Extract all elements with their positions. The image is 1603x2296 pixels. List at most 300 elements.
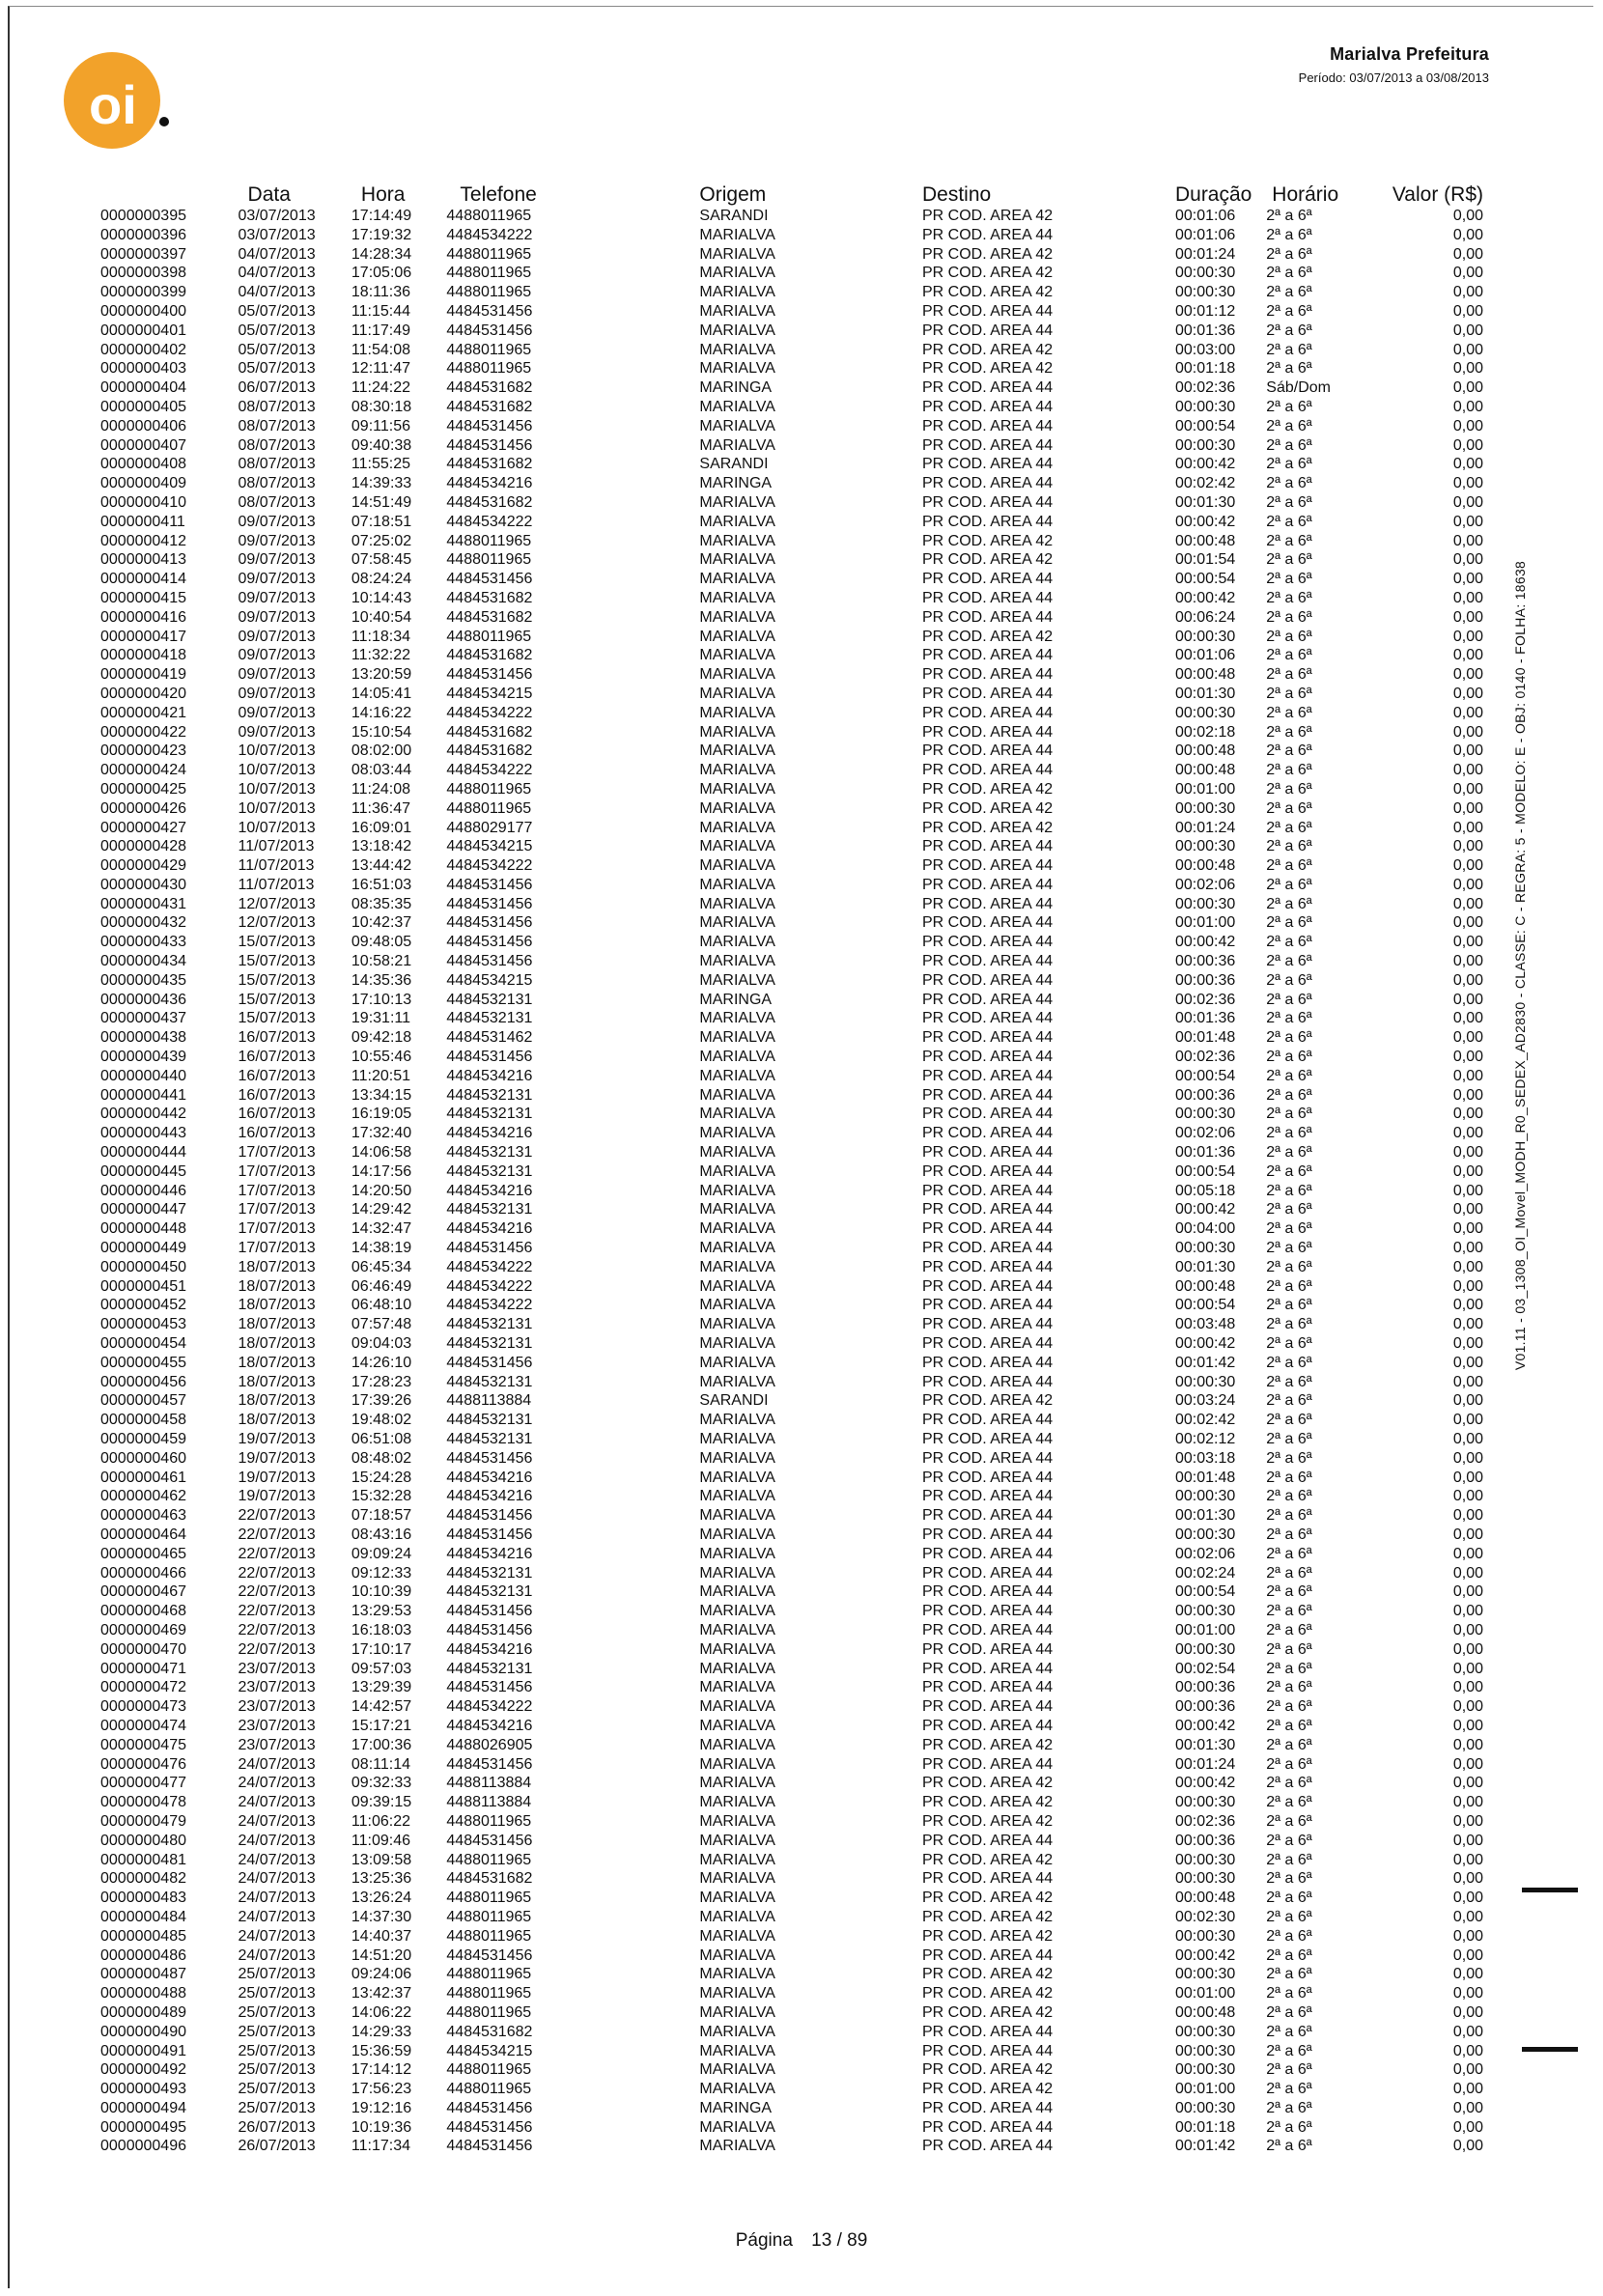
cell-date: 10/07/2013 — [238, 819, 316, 836]
cell-schedule: 2ª a 6ª — [1266, 2003, 1312, 2021]
cell-sequence: 0000000437 — [100, 1010, 186, 1027]
cell-time: 13:29:39 — [351, 1679, 412, 1696]
cell-sequence: 0000000481 — [100, 1851, 186, 1868]
cell-time: 08:24:24 — [351, 571, 412, 588]
cell-value: 0,00 — [1452, 513, 1483, 530]
cell-time: 09:57:03 — [351, 1660, 412, 1677]
cell-schedule: 2ª a 6ª — [1266, 1870, 1312, 1888]
cell-value: 0,00 — [1452, 2023, 1483, 2040]
cell-sequence: 0000000422 — [100, 723, 186, 741]
table-row — [97, 1640, 1487, 1660]
cell-phone: 4488011965 — [446, 360, 532, 378]
cell-value: 0,00 — [1452, 1966, 1483, 1983]
cell-destination: PR COD. AREA 42 — [921, 799, 1054, 817]
cell-value: 0,00 — [1452, 1603, 1483, 1620]
cell-time: 19:12:16 — [351, 2099, 412, 2116]
cell-destination: PR COD. AREA 44 — [921, 608, 1054, 626]
cell-sequence: 0000000479 — [100, 1812, 186, 1830]
cell-duration: 00:00:30 — [1174, 895, 1236, 912]
table-row — [97, 628, 1487, 647]
cell-schedule: 2ª a 6ª — [1266, 398, 1312, 415]
cell-sequence: 0000000485 — [100, 1927, 186, 1945]
table-row — [97, 1430, 1487, 1449]
cell-date: 18/07/2013 — [238, 1316, 316, 1333]
cell-date: 25/07/2013 — [238, 2081, 316, 2098]
cell-destination: PR COD. AREA 44 — [921, 876, 1054, 893]
cell-destination: PR COD. AREA 44 — [921, 1583, 1054, 1601]
cell-duration: 00:01:36 — [1174, 322, 1236, 339]
cell-sequence: 0000000418 — [100, 647, 186, 664]
cell-phone: 4484532131 — [446, 1201, 533, 1218]
cell-schedule: 2ª a 6ª — [1266, 1162, 1312, 1180]
cell-schedule: 2ª a 6ª — [1266, 341, 1312, 358]
cell-value: 0,00 — [1452, 1526, 1483, 1543]
cell-value: 0,00 — [1452, 2061, 1483, 2079]
cell-duration: 00:00:54 — [1174, 1067, 1236, 1084]
cell-sequence: 0000000430 — [100, 876, 186, 893]
cell-phone: 4484531456 — [446, 876, 533, 893]
cell-date: 03/07/2013 — [238, 226, 316, 243]
cell-date: 18/07/2013 — [238, 1297, 316, 1314]
cell-value: 0,00 — [1452, 1870, 1483, 1888]
cell-date: 22/07/2013 — [238, 1640, 316, 1658]
cell-duration: 00:00:30 — [1174, 1794, 1236, 1811]
cell-destination: PR COD. AREA 44 — [921, 1162, 1054, 1180]
cell-schedule: 2ª a 6ª — [1266, 2099, 1312, 2116]
cell-origin: MARIALVA — [699, 934, 775, 951]
cell-origin: MARIALVA — [699, 895, 775, 912]
cell-destination: PR COD. AREA 44 — [921, 493, 1054, 511]
cell-value: 0,00 — [1452, 799, 1483, 817]
cell-phone: 4488011965 — [446, 2003, 532, 2021]
cell-destination: PR COD. AREA 44 — [921, 322, 1054, 339]
cell-date: 22/07/2013 — [238, 1507, 316, 1525]
cell-sequence: 0000000484 — [100, 1908, 186, 1925]
cell-origin: MARIALVA — [699, 226, 775, 243]
cell-value: 0,00 — [1452, 838, 1483, 855]
cell-duration: 00:00:30 — [1174, 1240, 1236, 1257]
cell-destination: PR COD. AREA 44 — [921, 1144, 1054, 1162]
cell-schedule: 2ª a 6ª — [1266, 819, 1312, 836]
table-row — [97, 398, 1487, 417]
cell-value: 0,00 — [1452, 302, 1483, 320]
cell-time: 15:17:21 — [351, 1717, 412, 1734]
cell-destination: PR COD. AREA 44 — [921, 666, 1054, 684]
cell-date: 19/07/2013 — [238, 1431, 316, 1447]
cell-date: 18/07/2013 — [238, 1373, 316, 1390]
table-row — [97, 913, 1487, 933]
table-row — [97, 302, 1487, 322]
col-header-seq — [97, 164, 235, 207]
cell-time: 11:32:22 — [351, 647, 410, 664]
cell-sequence: 0000000477 — [100, 1775, 186, 1792]
cell-value: 0,00 — [1452, 417, 1483, 434]
table-row — [97, 837, 1487, 856]
table-row — [97, 742, 1487, 761]
cell-sequence: 0000000448 — [100, 1220, 186, 1238]
cell-date: 22/07/2013 — [238, 1545, 316, 1562]
table-row — [97, 1067, 1487, 1086]
table-row — [97, 1678, 1487, 1697]
cell-value: 0,00 — [1452, 1277, 1483, 1295]
cell-duration: 00:05:18 — [1174, 1182, 1236, 1199]
cell-schedule: 2ª a 6ª — [1266, 1431, 1312, 1447]
col-header-duration: Duração — [1174, 183, 1252, 206]
cell-origin: MARIALVA — [699, 1449, 775, 1467]
cell-value: 0,00 — [1452, 608, 1483, 626]
cell-date: 08/07/2013 — [238, 475, 316, 492]
cell-schedule: 2ª a 6ª — [1266, 417, 1312, 434]
cell-value: 0,00 — [1452, 456, 1483, 473]
cell-time: 11:20:51 — [351, 1067, 410, 1084]
cell-phone: 4488011965 — [446, 1966, 532, 1983]
cell-duration: 00:00:36 — [1174, 971, 1236, 989]
cell-date: 26/07/2013 — [238, 2138, 316, 2155]
table-row — [97, 1660, 1487, 1679]
cell-phone: 4484531456 — [446, 1603, 533, 1620]
cell-sequence: 0000000412 — [100, 532, 186, 549]
cell-time: 06:51:08 — [351, 1431, 412, 1447]
cell-date: 17/07/2013 — [238, 1144, 316, 1162]
cell-date: 09/07/2013 — [238, 685, 316, 702]
cell-sequence: 0000000496 — [100, 2138, 186, 2155]
cell-phone: 4484531456 — [446, 1240, 533, 1257]
cell-value: 0,00 — [1452, 436, 1483, 454]
cell-phone: 4484532131 — [446, 1335, 533, 1353]
table-row — [97, 1889, 1487, 1908]
table-row — [97, 283, 1487, 302]
table-row — [97, 1449, 1487, 1469]
cell-destination: PR COD. AREA 44 — [921, 226, 1054, 243]
cell-destination: PR COD. AREA 42 — [921, 2081, 1054, 2098]
cell-origin: MARIALVA — [699, 493, 775, 511]
cell-time: 11:24:22 — [351, 379, 410, 397]
table-row — [97, 2042, 1487, 2061]
cell-sequence: 0000000439 — [100, 1049, 186, 1066]
cell-origin: MARIALVA — [699, 360, 775, 378]
cell-value: 0,00 — [1452, 1946, 1483, 1964]
table-row — [97, 971, 1487, 991]
cell-origin: MARIALVA — [699, 322, 775, 339]
cell-duration: 00:00:30 — [1174, 1851, 1236, 1868]
cell-date: 15/07/2013 — [238, 971, 316, 989]
table-row — [97, 1086, 1487, 1106]
cell-destination: PR COD. AREA 44 — [921, 1201, 1054, 1218]
cell-sequence: 0000000425 — [100, 780, 186, 798]
cell-phone: 4488011965 — [446, 780, 532, 798]
cell-origin: MARIALVA — [699, 1794, 775, 1811]
cell-sequence: 0000000465 — [100, 1545, 186, 1562]
cell-date: 24/07/2013 — [238, 1908, 316, 1925]
cell-schedule: 2ª a 6ª — [1266, 1698, 1312, 1716]
cell-sequence: 0000000494 — [100, 2099, 186, 2116]
cell-sequence: 0000000457 — [100, 1392, 186, 1410]
cell-schedule: 2ª a 6ª — [1266, 1354, 1312, 1371]
cell-phone: 4484534216 — [446, 1469, 533, 1486]
table-row — [97, 1582, 1487, 1602]
cell-destination: PR COD. AREA 44 — [921, 1679, 1054, 1696]
cell-origin: MARIALVA — [699, 1488, 775, 1505]
cell-duration: 00:02:36 — [1174, 1812, 1236, 1830]
cell-time: 14:05:41 — [351, 685, 412, 702]
cell-sequence: 0000000453 — [100, 1316, 186, 1333]
cell-destination: PR COD. AREA 42 — [921, 360, 1054, 378]
cell-date: 22/07/2013 — [238, 1583, 316, 1601]
cell-duration: 00:01:30 — [1174, 1258, 1236, 1275]
cell-sequence: 0000000399 — [100, 284, 186, 301]
cell-duration: 00:03:00 — [1174, 341, 1236, 358]
cell-time: 13:20:59 — [351, 666, 412, 684]
cell-destination: PR COD. AREA 44 — [921, 953, 1054, 970]
cell-origin: MARIALVA — [699, 1851, 775, 1868]
cell-origin: MARIALVA — [699, 1927, 775, 1945]
cell-time: 14:39:33 — [351, 475, 412, 492]
cell-time: 08:48:02 — [351, 1449, 412, 1467]
cell-duration: 00:01:24 — [1174, 245, 1236, 263]
cell-date: 25/07/2013 — [238, 2061, 316, 2079]
cell-duration: 00:01:42 — [1174, 2138, 1236, 2155]
cell-destination: PR COD. AREA 42 — [921, 628, 1054, 645]
cell-phone: 4488011965 — [446, 1851, 532, 1868]
cell-schedule: 2ª a 6ª — [1266, 1125, 1312, 1142]
table-row — [97, 1048, 1487, 1067]
cell-origin: MARIALVA — [699, 1966, 775, 1983]
cell-sequence: 0000000424 — [100, 762, 186, 779]
cell-schedule: 2ª a 6ª — [1266, 1258, 1312, 1275]
cell-duration: 00:01:00 — [1174, 914, 1236, 932]
cell-date: 16/07/2013 — [238, 1106, 316, 1123]
cell-value: 0,00 — [1452, 857, 1483, 875]
cell-schedule: 2ª a 6ª — [1266, 1449, 1312, 1467]
cell-origin: MARIALVA — [699, 1258, 775, 1275]
cell-date: 18/07/2013 — [238, 1277, 316, 1295]
cell-schedule: 2ª a 6ª — [1266, 953, 1312, 970]
cell-sequence: 0000000467 — [100, 1583, 186, 1601]
cell-time: 14:29:42 — [351, 1201, 412, 1218]
cell-sequence: 0000000459 — [100, 1431, 186, 1447]
cell-date: 16/07/2013 — [238, 1125, 316, 1142]
cell-time: 06:45:34 — [351, 1258, 412, 1275]
cell-phone: 4488029177 — [446, 819, 533, 836]
cell-time: 16:51:03 — [351, 876, 412, 893]
cell-value: 0,00 — [1452, 1908, 1483, 1925]
col-header-schedule: Horário — [1272, 183, 1339, 206]
cell-duration: 00:00:30 — [1174, 1870, 1236, 1888]
cell-value: 0,00 — [1452, 284, 1483, 301]
cell-destination: PR COD. AREA 44 — [921, 2042, 1054, 2059]
cell-destination: PR COD. AREA 44 — [921, 417, 1054, 434]
cell-time: 09:42:18 — [351, 1029, 412, 1047]
cell-date: 05/07/2013 — [238, 360, 316, 378]
cell-sequence: 0000000471 — [100, 1660, 186, 1677]
cell-schedule: 2ª a 6ª — [1266, 2023, 1312, 2040]
cell-destination: PR COD. AREA 44 — [921, 1067, 1054, 1084]
cell-time: 11:36:47 — [351, 799, 410, 817]
cell-origin: MARIALVA — [699, 1507, 775, 1525]
cell-sequence: 0000000454 — [100, 1335, 186, 1353]
cell-value: 0,00 — [1452, 1469, 1483, 1486]
table-row — [97, 2099, 1487, 2118]
cell-value: 0,00 — [1452, 1755, 1483, 1773]
cell-date: 09/07/2013 — [238, 666, 316, 684]
cell-time: 14:42:57 — [351, 1698, 412, 1716]
cell-destination: PR COD. AREA 44 — [921, 1125, 1054, 1142]
cell-value: 0,00 — [1452, 647, 1483, 664]
cell-value: 0,00 — [1452, 1010, 1483, 1027]
cell-origin: MARIALVA — [699, 914, 775, 932]
cell-origin: MARIALVA — [699, 1545, 775, 1562]
cell-date: 18/07/2013 — [238, 1335, 316, 1353]
cell-date: 24/07/2013 — [238, 1755, 316, 1773]
cell-duration: 00:01:06 — [1174, 208, 1236, 224]
cell-time: 14:20:50 — [351, 1182, 412, 1199]
cell-phone: 4484534216 — [446, 475, 533, 492]
cell-schedule: 2ª a 6ª — [1266, 1775, 1312, 1792]
cell-date: 08/07/2013 — [238, 493, 316, 511]
cell-destination: PR COD. AREA 44 — [921, 1564, 1054, 1582]
cell-origin: MARIALVA — [699, 819, 775, 836]
cell-destination: PR COD. AREA 44 — [921, 571, 1054, 588]
cell-duration: 00:01:00 — [1174, 780, 1236, 798]
cell-phone: 4484534222 — [446, 1698, 533, 1716]
cell-time: 14:51:20 — [351, 1946, 412, 1964]
cell-origin: MARIALVA — [699, 971, 775, 989]
cell-date: 17/07/2013 — [238, 1162, 316, 1180]
cell-schedule: 2ª a 6ª — [1266, 1220, 1312, 1238]
cell-time: 15:32:28 — [351, 1488, 412, 1505]
cell-destination: PR COD. AREA 44 — [921, 1698, 1054, 1716]
cell-value: 0,00 — [1452, 934, 1483, 951]
cell-destination: PR COD. AREA 44 — [921, 1106, 1054, 1123]
cell-origin: MARIALVA — [699, 341, 775, 358]
cell-origin: MARIALVA — [699, 1144, 775, 1162]
cell-sequence: 0000000458 — [100, 1412, 186, 1429]
cell-sequence: 0000000482 — [100, 1870, 186, 1888]
cell-value: 0,00 — [1452, 1640, 1483, 1658]
cell-value: 0,00 — [1452, 1927, 1483, 1945]
cell-destination: PR COD. AREA 44 — [921, 1507, 1054, 1525]
cell-schedule: 2ª a 6ª — [1266, 1316, 1312, 1333]
cell-date: 22/07/2013 — [238, 1526, 316, 1543]
cell-value: 0,00 — [1452, 780, 1483, 798]
cell-time: 09:32:33 — [351, 1775, 412, 1792]
cell-date: 19/07/2013 — [238, 1449, 316, 1467]
cell-duration: 00:00:30 — [1174, 284, 1236, 301]
cell-sequence: 0000000415 — [100, 589, 186, 606]
cell-schedule: 2ª a 6ª — [1266, 1029, 1312, 1047]
cell-time: 08:11:14 — [351, 1755, 410, 1773]
cell-time: 09:48:05 — [351, 934, 412, 951]
table-row — [97, 1391, 1487, 1411]
cell-sequence: 0000000404 — [100, 379, 186, 397]
cell-schedule: 2ª a 6ª — [1266, 1851, 1312, 1868]
cell-date: 23/07/2013 — [238, 1679, 316, 1696]
cell-time: 14:32:47 — [351, 1220, 412, 1238]
cell-destination: PR COD. AREA 44 — [921, 1010, 1054, 1027]
cell-value: 0,00 — [1452, 589, 1483, 606]
cell-time: 14:16:22 — [351, 704, 412, 721]
cell-schedule: 2ª a 6ª — [1266, 1660, 1312, 1677]
cell-time: 14:06:22 — [351, 2003, 412, 2021]
cell-phone: 4484534216 — [446, 1067, 533, 1084]
cell-time: 17:05:06 — [351, 265, 412, 282]
cell-time: 19:48:02 — [351, 1412, 412, 1429]
cell-value: 0,00 — [1452, 1431, 1483, 1447]
cell-destination: PR COD. AREA 44 — [921, 1469, 1054, 1486]
cell-schedule: 2ª a 6ª — [1266, 1412, 1312, 1429]
cell-duration: 00:01:48 — [1174, 1029, 1236, 1047]
registration-mark — [1522, 1888, 1578, 1892]
cell-duration: 00:00:42 — [1174, 1717, 1236, 1734]
cell-destination: PR COD. AREA 44 — [921, 1297, 1054, 1314]
cell-date: 09/07/2013 — [238, 513, 316, 530]
cell-origin: MARIALVA — [699, 838, 775, 855]
cell-sequence: 0000000436 — [100, 991, 186, 1008]
cell-duration: 00:00:30 — [1174, 799, 1236, 817]
cell-destination: PR COD. AREA 44 — [921, 1526, 1054, 1543]
cell-phone: 4484534216 — [446, 1488, 533, 1505]
cell-schedule: 2ª a 6ª — [1266, 723, 1312, 741]
cell-value: 0,00 — [1452, 493, 1483, 511]
cell-destination: PR COD. AREA 44 — [921, 475, 1054, 492]
cell-schedule: 2ª a 6ª — [1266, 857, 1312, 875]
table-row — [97, 341, 1487, 360]
cell-origin: MARIALVA — [699, 1660, 775, 1677]
cell-time: 17:32:40 — [351, 1125, 412, 1142]
cell-duration: 00:00:42 — [1174, 934, 1236, 951]
cell-duration: 00:02:42 — [1174, 1412, 1236, 1429]
cell-sequence: 0000000493 — [100, 2081, 186, 2098]
cell-duration: 00:01:12 — [1174, 302, 1236, 320]
cell-value: 0,00 — [1452, 704, 1483, 721]
cell-date: 08/07/2013 — [238, 456, 316, 473]
cell-origin: MARIALVA — [699, 1583, 775, 1601]
cell-origin: MARIALVA — [699, 1564, 775, 1582]
table-row — [97, 2137, 1487, 2156]
cell-value: 0,00 — [1452, 1832, 1483, 1849]
cell-destination: PR COD. AREA 44 — [921, 1755, 1054, 1773]
cell-value: 0,00 — [1452, 1335, 1483, 1353]
cell-origin: MARIALVA — [699, 436, 775, 454]
cell-time: 10:42:37 — [351, 914, 412, 932]
cell-sequence: 0000000475 — [100, 1736, 186, 1753]
cell-value: 0,00 — [1452, 2118, 1483, 2136]
cell-schedule: 2ª a 6ª — [1266, 1201, 1312, 1218]
cell-destination: PR COD. AREA 44 — [921, 1449, 1054, 1467]
cell-origin: MARIALVA — [699, 1603, 775, 1620]
cell-sequence: 0000000489 — [100, 2003, 186, 2021]
table-row — [97, 799, 1487, 819]
cell-schedule: 2ª a 6ª — [1266, 1545, 1312, 1562]
cell-phone: 4484532131 — [446, 1316, 533, 1333]
table-row — [97, 646, 1487, 665]
cell-time: 07:58:45 — [351, 551, 412, 569]
cell-duration: 00:00:48 — [1174, 742, 1236, 760]
cell-sequence: 0000000420 — [100, 685, 186, 702]
cell-value: 0,00 — [1452, 226, 1483, 243]
cell-duration: 00:02:30 — [1174, 1908, 1236, 1925]
cell-destination: PR COD. AREA 44 — [921, 934, 1054, 951]
cell-date: 12/07/2013 — [238, 895, 316, 912]
cell-value: 0,00 — [1452, 1507, 1483, 1525]
cell-duration: 00:03:18 — [1174, 1449, 1236, 1467]
cell-time: 09:24:06 — [351, 1966, 412, 1983]
cell-origin: SARANDI — [699, 208, 769, 224]
cell-value: 0,00 — [1452, 571, 1483, 588]
cell-duration: 00:00:36 — [1174, 1832, 1236, 1849]
cell-date: 24/07/2013 — [238, 1794, 316, 1811]
cell-phone: 4484531456 — [446, 2138, 533, 2155]
